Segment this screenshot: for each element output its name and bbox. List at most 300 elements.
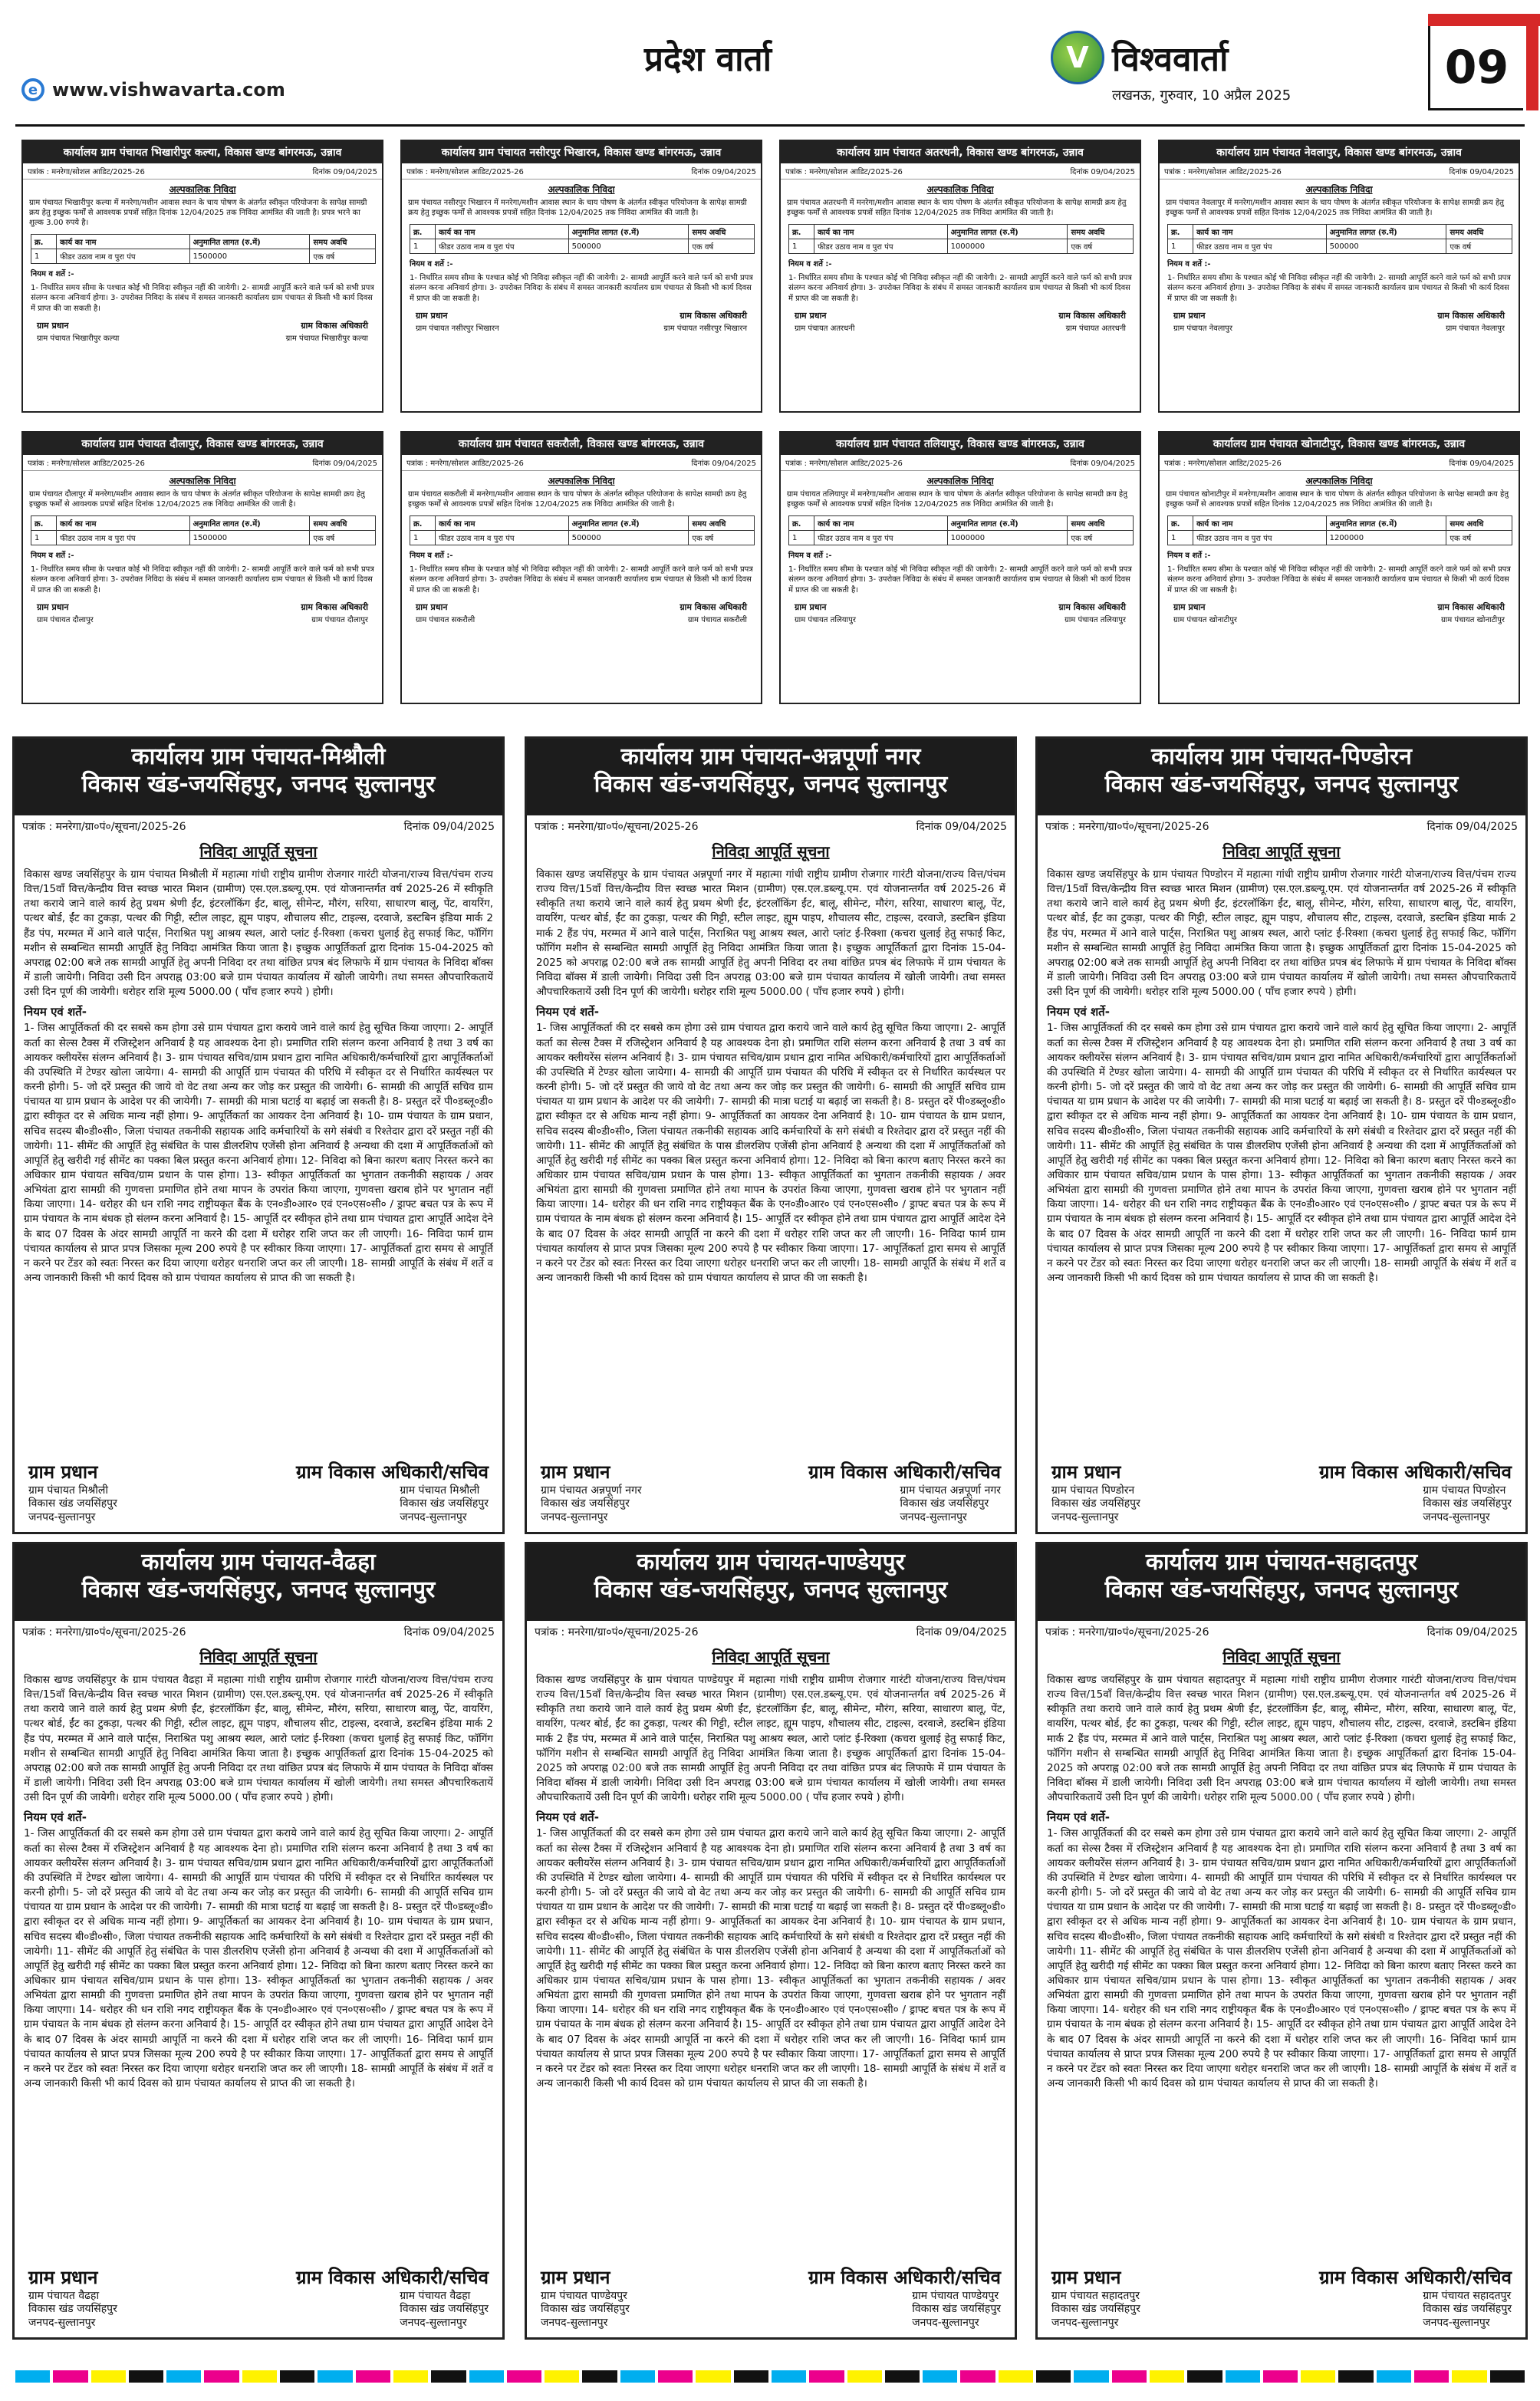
cell-period: एक वर्ष [310, 249, 376, 264]
registration-swatch [1490, 2370, 1525, 2383]
work-table [410, 515, 755, 545]
sign-vdo: ग्राम विकास अधिकारी/सचिव [808, 1461, 1001, 1483]
red-accent-bar-vertical [1526, 14, 1538, 110]
dateline: लखनऊ, गुरुवार, 10 अप्रैल 2025 [1112, 87, 1292, 104]
sign-vdo-sub: ग्राम पंचायत नसीरपुर भिखारन [663, 324, 747, 333]
pradhan-gp: ग्राम पंचायत सहादतपुर [1051, 2289, 1140, 2302]
sign-pradhan-sub: ग्राम पंचायत दौलापुर [37, 616, 94, 624]
ref-number: पत्रांक : मनरेगा/सोशल आडिट/2025-26 [406, 459, 524, 468]
cell-sno: 1 [789, 531, 814, 545]
sign-pradhan-sub: ग्राम पंचायत नेवलापुर [1173, 324, 1232, 333]
work-table [1167, 515, 1512, 545]
pradhan-details [1051, 1484, 1140, 1525]
pradhan-details [541, 1484, 642, 1525]
cell-period: एक वर्ष [1068, 239, 1134, 254]
vdo-gp: ग्राम पंचायत सहादतपुर [1423, 2289, 1512, 2302]
notice-heading: अल्पकालिक निविदा [926, 184, 994, 195]
notice-heading: निविदा आपूर्ति सूचना [712, 842, 830, 861]
short-tender-notice [400, 140, 762, 413]
terms-text: 1- जिस आपूर्तिकर्ता की दर सबसे कम होगा उसे ग्राम पंचायत द्वारा कराये जाने वाले कार्य हेतु सूचित किया जाएगा। 2- आपूर्ति कर्ता का सेल्स टैक्स में रजिस्ट्रेशन अनिवार्य है यह आवश्यक देना हो। प्रमाणित राशि संलग्न करना अनिवार्य है तथा 3 वर्ष का आयकर क्लीयरेंस संलग्न अनिवार्य है। 3- ग्राम पंचायत सचिव/ग्राम प्रधान द्वारा नामित अधिकारी/कर्मचारियों द्वारा आपूर्तिकर्ताओं की उपस्थिति में टेण्डर खोला जायेगा। 4- सामग्री की आपूर्ति ग्राम पंचायत की परिधि में स्वीकृत दर से निर्धारित कार्यस्थल पर करनी होगी। 5- जो दरें प्रस्तुत की जाये वो वेट तथा अन्य कर जोड़ कर प्रस्तुत की जायेगी। 6- सामग्री की आपूर्ति सचिव ग्राम पंचायत या ग्राम प्रधान के आदेश पर की जायेगी। 7- सामग्री की मात्रा घटाई या बढ़ाई जा सकती है। 8- प्रस्तुत दरें पी०डब्लू०डी० द्वारा स्वीकृत दर से अधिक मान्य नहीं होगा। 9- आपूर्तिकर्ता का आयकर देना अनिवार्य है। 10- ग्राम पंचायत के ग्राम प्रधान, सचिव सदस्य बी०डी०सी०, जिला पंचायत तकनीकी सहायक आदि कर्मचारियों के सगे संबंधी व रिश्तेदार द्वारा दरें प्रस्तुत नहीं की जायेगी। 11- सीमेंट की आपूर्ति हेतु संबंधित के पास डीलरशिप एजेंसी होना अनिवार्य है अन्यथा की दशा में आपूर्तिकर्ताओं को आपूर्ति हेतु खरीदी गई सीमेंट का पक्का बिल प्रस्तुत करना अनिवार्य होगा। 12- निविदा को बिना कारण बताए निरस्त करने का अधिकार ग्राम पंचायत सचिव/ग्राम प्रधान के पास होगा। 13- स्वीकृत आपूर्तिकर्ता का भुगतान तकनीकी सहायक / अवर अभियंता द्वारा सामग्री की गुणवत्ता प्रमाणित होने तथा मापन के उपरांत किया जाएगा, गुणवत्ता खराब होने पर भुगतान नहीं किया जाएगा। 14- धरोहर की धन राशि नगद राष्ट्रीयकृत बैंक के एन०डी०आर० एवं एन०एस०सी० / ड्राफ्ट बचत पत्र के रूप में ग्राम पंचायत के नाम बंधक हो संलग्न करना अनिवार्य है। 15- आपूर्ति दर स्वीकृत होने तथा ग्राम पंचायत द्वारा आपूर्ति आदेश देने के बाद 07 दिवस के अंदर सामग्री आपूर्ति ना करने की दशा में धरोहर राशि जप्त कर ली जाएगी। 16- निविदा फार्म ग्राम पंचायत कार्यालय से प्राप्त प्रपत्र जिसका मूल्य 200 रुपये है पर स्वीकार किया जाएगा। 17- आपूर्तिकर्ता द्वारा समय से आपूर्ति न करने पर टेंडर को स्वतः निरस्त कर दिया जाएगा धरोहर धनराशि जप्त कर ली जाएगी। 18- सामग्री आपूर्ति के संबंध में शर्ते व अन्य जानकारी किसी भी कार्य दिवस को ग्राम पंचायत कार्यालय से प्राप्त की जा सकती है। [1047, 1827, 1516, 2090]
signature-sub-row [1160, 613, 1519, 625]
notice-title [15, 1544, 502, 1621]
pradhan-district: जनपद-सुल्तानपुर [541, 2316, 608, 2329]
signature-row [541, 2264, 1001, 2290]
browser-e-icon: e [21, 78, 44, 101]
notice-ref-row [527, 815, 1015, 838]
table-row [410, 531, 755, 545]
notice-date: दिनांक 09/04/2025 [1426, 1626, 1518, 1639]
notice-body: विकास खण्ड जयसिंहपुर के ग्राम पंचायत अन्नपूर्णा नगर में महात्मा गांधी राष्ट्रीय ग्रामीण रोजगार गारंटी योजना/राज्य वित्त/पंचम राज्य वित्त/15वाँ वित्त/केन्द्रीय वित्त स्वच्छ भारत मिशन (ग्रामीण) एस.एल.डब्ल्यू.एम. एवं योजनान्तर्गत वर्ष 2025-26 में स्वीकृति तथा कराये जाने वाले कार्य हेतु प्रथम श्रेणी ईंट, इंटरलॉकिंग ईंट, बालू, सीमेन्ट, मौरंग, सरिया, साधारण बालू, पेंट, वायरिंग, पत्थर बोर्ड, ईंट का टुकड़ा, पत्थर की गिट्टी, स्टील लाइट, ह्यूम पाइप, शौचालय सीट, टाइल्स, दरवाजे, डस्टबिन इंडिया मार्क 2 हैंड पंप, मरम्मत में आने वाले पार्ट्स, निराश्रित पशु आश्रय स्थल, आरो प्लांट ई-रिक्शा (कचरा धुलाई हेतु सफाई किट, फॉगिंग मशीन से सम्बन्धित सामग्री आपूर्ति हेतु निविदा आमंत्रित किया जाता है। इच्छुक आपूर्तिकर्ता द्वारा दिनांक 15-04-2025 को अपराह्न 02:00 बजे तक सामग्री आपूर्ति हेतु अपनी निविदा दर तथा वांछित प्रपत्र बंद लिफाफे में ग्राम पंचायत के निविदा बॉक्स में डाली जायेगी। निविदा उसी दिन अपराह्न 03:00 बजे ग्राम पंचायत कार्यालय में खोली जायेगी। तथा समस्त औपचारिकतायें उसी दिन पूर्ण की जायेगी। धरोहर राशि मूल्य 5000.00 ( पाँच हजार रुपये ) होगी। [536, 868, 1005, 999]
signature-sub-row [23, 613, 382, 625]
sign-pradhan-sub: ग्राम पंचायत अतरधनी [795, 324, 855, 333]
tender-supply-notice [1035, 736, 1528, 1534]
col-amount: अनुमानित लागत (रु.में) [947, 516, 1068, 531]
notice-heading: निविदा आपूर्ति सूचना [199, 1648, 318, 1666]
sign-vdo: ग्राम विकास अधिकारी [680, 311, 747, 321]
short-tender-notice [1158, 140, 1520, 413]
signature-sub-row [23, 331, 382, 344]
sign-vdo: ग्राम विकास अधिकारी [1437, 311, 1505, 321]
table-header [789, 225, 1134, 239]
signature-row [402, 305, 761, 321]
sign-vdo: ग्राम विकास अधिकारी/सचिव [295, 1461, 489, 1483]
registration-swatch [582, 2370, 617, 2383]
vdo-gp: ग्राम पंचायत मिश्रौली [400, 1484, 480, 1497]
sign-pradhan-sub: ग्राम पंचायत खोनाटीपुर [1173, 616, 1237, 624]
table-header [410, 225, 755, 239]
registration-swatch [1377, 2370, 1411, 2383]
notice-title: कार्यालय ग्राम पंचायत नसीरपुर भिखारन, विकास खण्ड बांगरमऊ, उन्नाव [402, 141, 761, 163]
col-period: समय अवधि [1446, 516, 1512, 531]
pradhan-block: विकास खंड जयसिंहपुर [1051, 2303, 1140, 2315]
short-tender-notice [400, 431, 762, 704]
registration-swatch [53, 2370, 87, 2383]
notice-date: दिनांक 09/04/2025 [1449, 168, 1514, 176]
signature-details [541, 2290, 1001, 2330]
col-amount: अनुमानित लागत (रु.में) [947, 225, 1068, 239]
notice-title-line2: विकास खंड-जयसिंहपुर, जनपद सुल्तानपुर [594, 771, 948, 798]
signature-block [1038, 2264, 1525, 2330]
short-tender-notice [779, 140, 1141, 413]
vdo-district: जनपद-सुल्तानपुर [400, 2316, 467, 2329]
cell-period: एक वर्ष [310, 531, 376, 545]
vdo-details [912, 2290, 1001, 2330]
notice-title: कार्यालय ग्राम पंचायत भिखारीपुर कल्या, विकास खण्ड बांगरमऊ, उन्नाव [23, 141, 382, 163]
sign-pradhan: ग्राम प्रधान [416, 602, 448, 612]
registration-swatch [1226, 2370, 1260, 2383]
tender-supply-notice [525, 736, 1017, 1534]
col-amount: अनुमानित लागत (रु.में) [189, 516, 310, 531]
terms-text: 1- निर्धारित समय सीमा के पश्चात कोई भी निविदा स्वीकृत नहीं की जायेगी। 2- सामग्री आपूर्ति करने वाले फर्म को सभी प्रपत्र संलग्न करना अनिवार्य होगा। 3- उपरोक्त निविदा के संबंध में समस्त जानकारी कार्यालय ग्राम पंचायत से किसी भी कार्य दिवस में प्राप्त की जा सकती है। [410, 273, 753, 303]
signature-row [23, 597, 382, 613]
notice-title: कार्यालय ग्राम पंचायत नेवलापुर, विकास खण्ड बांगरमऊ, उन्नाव [1160, 141, 1519, 163]
notice-ref-row [1038, 815, 1525, 838]
notice-title: कार्यालय ग्राम पंचायत सकरौली, विकास खण्ड बांगरमऊ, उन्नाव [402, 433, 761, 455]
sign-pradhan: ग्राम प्रधान [28, 2266, 98, 2288]
sign-pradhan: ग्राम प्रधान [28, 1461, 98, 1483]
table-row [789, 239, 1134, 254]
col-period: समय अवधि [1068, 225, 1134, 239]
signature-row [402, 597, 761, 613]
header-divider [15, 124, 1525, 127]
notice-title: कार्यालय ग्राम पंचायत खोनाटीपुर, विकास खण्ड बांगरमऊ, उन्नाव [1160, 433, 1519, 455]
vdo-gp: ग्राम पंचायत पिण्डोरन [1423, 1484, 1506, 1497]
col-sno: क्र. [31, 516, 57, 531]
ref-number: पत्रांक : मनरेगा/सोशल आडिट/2025-26 [406, 168, 524, 176]
registration-swatch [507, 2370, 541, 2383]
signature-row [1051, 2264, 1512, 2290]
col-work: कार्य का नाम [436, 225, 569, 239]
col-period: समय अवधि [310, 516, 376, 531]
signature-details [541, 1484, 1001, 1525]
sign-pradhan: ग्राम प्रधान [541, 1461, 610, 1483]
registration-swatch [658, 2370, 693, 2383]
col-period: समय अवधि [689, 225, 755, 239]
notice-date: दिनांक 09/04/2025 [916, 1626, 1007, 1639]
notice-title-line1: कार्यालय ग्राम पंचायत-वैढहा [141, 1549, 376, 1576]
terms-heading: नियम व शर्ते :- [1167, 260, 1211, 268]
notice-heading: अल्पकालिक निविदा [548, 476, 615, 486]
signature-block [1038, 1459, 1525, 1525]
notice-title-line2: विकास खंड-जयसिंहपुर, जनपद सुल्तानपुर [1104, 771, 1459, 798]
registration-swatch [734, 2370, 768, 2383]
col-work: कार्य का नाम [1193, 225, 1327, 239]
sign-pradhan: ग्राम प्रधान [37, 602, 69, 612]
registration-swatch [1263, 2370, 1298, 2383]
vdo-details [400, 1484, 489, 1525]
notice-body: ग्राम पंचायत दौलापुर में मनरेगा/मशीन आवास स्थान के चाय पोषण के अंतर्गत स्वीकृत परियोजना के सापेक्ष सामग्री क्रय हेतु इच्छुक फर्मों से आवश्यक प्रपत्रों सहित दिनांक 12/04/2025 तक निविदा आमंत्रित की जाती है। [29, 490, 365, 509]
table-header [410, 516, 755, 531]
col-sno: क्र. [789, 225, 814, 239]
terms-text: 1- जिस आपूर्तिकर्ता की दर सबसे कम होगा उसे ग्राम पंचायत द्वारा कराये जाने वाले कार्य हेतु सूचित किया जाएगा। 2- आपूर्ति कर्ता का सेल्स टैक्स में रजिस्ट्रेशन अनिवार्य है यह आवश्यक देना हो। प्रमाणित राशि संलग्न करना अनिवार्य है तथा 3 वर्ष का आयकर क्लीयरेंस संलग्न अनिवार्य है। 3- ग्राम पंचायत सचिव/ग्राम प्रधान द्वारा नामित अधिकारी/कर्मचारियों द्वारा आपूर्तिकर्ताओं की उपस्थिति में टेण्डर खोला जायेगा। 4- सामग्री की आपूर्ति ग्राम पंचायत की परिधि में स्वीकृत दर से निर्धारित कार्यस्थल पर करनी होगी। 5- जो दरें प्रस्तुत की जाये वो वेट तथा अन्य कर जोड़ कर प्रस्तुत की जायेगी। 6- सामग्री की आपूर्ति सचिव ग्राम पंचायत या ग्राम प्रधान के आदेश पर की जायेगी। 7- सामग्री की मात्रा घटाई या बढ़ाई जा सकती है। 8- प्रस्तुत दरें पी०डब्लू०डी० द्वारा स्वीकृत दर से अधिक मान्य नहीं होगा। 9- आपूर्तिकर्ता का आयकर देना अनिवार्य है। 10- ग्राम पंचायत के ग्राम प्रधान, सचिव सदस्य बी०डी०सी०, जिला पंचायत तकनीकी सहायक आदि कर्मचारियों के सगे संबंधी व रिश्तेदार द्वारा दरें प्रस्तुत नहीं की जायेगी। 11- सीमेंट की आपूर्ति हेतु संबंधित के पास डीलरशिप एजेंसी होना अनिवार्य है अन्यथा की दशा में आपूर्तिकर्ताओं को आपूर्ति हेतु खरीदी गई सीमेंट का पक्का बिल प्रस्तुत करना अनिवार्य होगा। 12- निविदा को बिना कारण बताए निरस्त करने का अधिकार ग्राम पंचायत सचिव/ग्राम प्रधान के पास होगा। 13- स्वीकृत आपूर्तिकर्ता का भुगतान तकनीकी सहायक / अवर अभियंता द्वारा सामग्री की गुणवत्ता प्रमाणित होने तथा मापन के उपरांत किया जाएगा, गुणवत्ता खराब होने पर भुगतान नहीं किया जाएगा। 14- धरोहर की धन राशि नगद राष्ट्रीयकृत बैंक के एन०डी०आर० एवं एन०एस०सी० / ड्राफ्ट बचत पत्र के रूप में ग्राम पंचायत के नाम बंधक हो संलग्न करना अनिवार्य है। 15- आपूर्ति दर स्वीकृत होने तथा ग्राम पंचायत द्वारा आपूर्ति आदेश देने के बाद 07 दिवस के अंदर सामग्री आपूर्ति ना करने की दशा में धरोहर राशि जप्त कर ली जाएगी। 16- निविदा फार्म ग्राम पंचायत कार्यालय से प्राप्त प्रपत्र जिसका मूल्य 200 रुपये है पर स्वीकार किया जाएगा। 17- आपूर्तिकर्ता द्वारा समय से आपूर्ति न करने पर टेंडर को स्वतः निरस्त कर दिया जाएगा धरोहर धनराशि जप्त कर ली जाएगी। 18- सामग्री आपूर्ति के संबंध में शर्ते व अन्य जानकारी किसी भी कार्य दिवस को ग्राम पंचायत कार्यालय से प्राप्त की जा सकती है। [536, 1022, 1005, 1285]
registration-swatch [1452, 2370, 1486, 2383]
signature-row [1160, 597, 1519, 613]
tender-supply-notice [12, 736, 505, 1534]
notice-date: दिनांक 09/04/2025 [1070, 168, 1135, 176]
signature-row [1160, 305, 1519, 321]
notice-ref-row [781, 163, 1140, 179]
registration-swatch [204, 2370, 239, 2383]
logo-v-icon: V [1051, 31, 1104, 84]
registration-swatch [809, 2370, 844, 2383]
pradhan-details [28, 1484, 117, 1525]
notice-title [527, 1544, 1015, 1621]
notice-body: ग्राम पंचायत भिखारीपुर कल्या में मनरेगा/मशीन आवास स्थान के चाय पोषण के अंतर्गत स्वीकृत परियोजना के सापेक्ष सामग्री क्रय हेतु इच्छुक फर्मों से आवश्यक प्रपत्रों सहित दिनांक 12/04/2025 तक निविदा आमंत्रित की जाती है। प्रपत्र भरने का शुल्क 3.00 रुपये है। [29, 199, 367, 227]
notice-heading: अल्पकालिक निविदा [1305, 184, 1373, 195]
registration-swatch [885, 2370, 920, 2383]
short-tender-notice [1158, 431, 1520, 704]
short-tender-notice [21, 431, 383, 704]
signature-details [1051, 1484, 1512, 1525]
notice-title-line1: कार्यालय ग्राम पंचायत-पिण्डोरन [1151, 743, 1412, 770]
notice-heading: अल्पकालिक निविदा [169, 476, 236, 486]
tender-supply-notice [12, 1542, 505, 2340]
notice-body: विकास खण्ड जयसिंहपुर के ग्राम पंचायत वैढहा में महात्मा गांधी राष्ट्रीय ग्रामीण रोजगार गारंटी योजना/राज्य वित्त/पंचम राज्य वित्त/15वाँ वित्त/केन्द्रीय वित्त स्वच्छ भारत मिशन (ग्रामीण) एस.एल.डब्ल्यू.एम. एवं योजनान्तर्गत वर्ष 2025-26 में स्वीकृति तथा कराये जाने वाले कार्य हेतु प्रथम श्रेणी ईंट, इंटरलॉकिंग ईंट, बालू, सीमेन्ट, मौरंग, सरिया, साधारण बालू, पेंट, वायरिंग, पत्थर बोर्ड, ईंट का टुकड़ा, पत्थर की गिट्टी, स्टील लाइट, ह्यूम पाइप, शौचालय सीट, टाइल्स, दरवाजे, डस्टबिन इंडिया मार्क 2 हैंड पंप, मरम्मत में आने वाले पार्ट्स, निराश्रित पशु आश्रय स्थल, आरो प्लांट ई-रिक्शा (कचरा धुलाई हेतु सफाई किट, फॉगिंग मशीन से सम्बन्धित सामग्री आपूर्ति हेतु निविदा आमंत्रित किया जाता है। इच्छुक आपूर्तिकर्ता द्वारा दिनांक 15-04-2025 को अपराह्न 02:00 बजे तक सामग्री आपूर्ति हेतु अपनी निविदा दर तथा वांछित प्रपत्र बंद लिफाफे में ग्राम पंचायत के निविदा बॉक्स में डाली जायेगी। निविदा उसी दिन अपराह्न 03:00 बजे ग्राम पंचायत कार्यालय में खोली जायेगी। तथा समस्त औपचारिकतायें उसी दिन पूर्ण की जायेगी। धरोहर राशि मूल्य 5000.00 ( पाँच हजार रुपये ) होगी। [24, 1674, 493, 1804]
signature-row [541, 1459, 1001, 1484]
signature-sub-row [402, 321, 761, 334]
col-amount: अनुमानित लागत (रु.में) [1326, 225, 1446, 239]
registration-swatch [999, 2370, 1033, 2383]
table-header [1168, 225, 1512, 239]
col-amount: अनुमानित लागत (रु.में) [189, 235, 310, 249]
notice-heading: अल्पकालिक निविदा [1305, 476, 1373, 486]
table-header [31, 235, 376, 249]
table-row [789, 531, 1134, 545]
cell-sno: 1 [31, 249, 57, 264]
work-table [410, 224, 755, 254]
notice-date: दिनांक 09/04/2025 [403, 821, 495, 833]
notice-ref-row [23, 455, 382, 471]
sign-vdo: ग्राम विकास अधिकारी/सचिव [295, 2266, 489, 2288]
cell-amount: 500000 [568, 531, 689, 545]
ref-number: पत्रांक : मनरेगा/ग्रा०पं०/सूचना/2025-26 [1045, 821, 1209, 833]
ref-number: पत्रांक : मनरेगा/ग्रा०पं०/सूचना/2025-26 [22, 1626, 186, 1639]
cell-amount: 1000000 [947, 239, 1068, 254]
terms-heading: नियम एवं शर्ते- [24, 1810, 87, 1825]
notice-title-line2: विकास खंड-जयसिंहपुर, जनपद सुल्तानपुर [1104, 1576, 1459, 1603]
cell-work: फीडर उठाव नाम व पुरा पंप [814, 239, 948, 254]
red-accent-bar [1428, 14, 1540, 26]
cell-work: फीडर उठाव नाम व पुरा पंप [436, 531, 569, 545]
cell-work: फीडर उठाव नाम व पुरा पंप [1193, 531, 1327, 545]
col-amount: अनुमानित लागत (रु.में) [1326, 516, 1446, 531]
signature-details [28, 1484, 489, 1525]
terms-text: 1- निर्धारित समय सीमा के पश्चात कोई भी निविदा स्वीकृत नहीं की जायेगी। 2- सामग्री आपूर्ति करने वाले फर्म को सभी प्रपत्र संलग्न करना अनिवार्य होगा। 3- उपरोक्त निविदा के संबंध में समस्त जानकारी कार्यालय ग्राम पंचायत से किसी भी कार्य दिवस में प्राप्त की जा सकती है। [788, 273, 1132, 303]
terms-text: 1- निर्धारित समय सीमा के पश्चात कोई भी निविदा स्वीकृत नहीं की जायेगी। 2- सामग्री आपूर्ति करने वाले फर्म को सभी प्रपत्र संलग्न करना अनिवार्य होगा। 3- उपरोक्त निविदा के संबंध में समस्त जानकारी कार्यालय ग्राम पंचायत से किसी भी कार्य दिवस में प्राप्त की जा सकती है। [1167, 565, 1511, 594]
registration-swatch [696, 2370, 730, 2383]
signature-sub-row [781, 321, 1140, 334]
pradhan-district: जनपद-सुल्तानपुर [1051, 1510, 1119, 1523]
pradhan-district: जनपद-सुल्तानपुर [541, 1510, 608, 1523]
vdo-gp: ग्राम पंचायत पाण्डेयपुर [912, 2289, 999, 2302]
cell-work: फीडर उठाव नाम व पुरा पंप [57, 531, 190, 545]
pradhan-district: जनपद-सुल्तानपुर [28, 2316, 96, 2329]
registration-swatch [280, 2370, 314, 2383]
notice-heading: अल्पकालिक निविदा [548, 184, 615, 195]
notice-body: ग्राम पंचायत सकरौली में मनरेगा/मशीन आवास स्थान के चाय पोषण के अंतर्गत स्वीकृत परियोजना के सापेक्ष सामग्री क्रय हेतु इच्छुक फर्मों से आवश्यक प्रपत्रों सहित दिनांक 12/04/2025 तक निविदा आमंत्रित की जाती है। [408, 490, 747, 509]
sign-vdo: ग्राम विकास अधिकारी [301, 321, 368, 331]
registration-swatch [91, 2370, 126, 2383]
terms-heading: नियम व शर्ते :- [410, 552, 453, 560]
notice-date: दिनांक 09/04/2025 [312, 168, 377, 176]
cell-period: एक वर्ष [1446, 239, 1512, 254]
cell-amount: 1200000 [1326, 531, 1446, 545]
notice-date: दिनांक 09/04/2025 [1426, 821, 1518, 833]
pradhan-block: विकास खंड जयसिंहपुर [541, 2303, 630, 2315]
work-table [1167, 224, 1512, 254]
notice-body: विकास खण्ड जयसिंहपुर के ग्राम पंचायत सहादतपुर में महात्मा गांधी राष्ट्रीय ग्रामीण रोजगार गारंटी योजना/राज्य वित्त/पंचम राज्य वित्त/15वाँ वित्त/केन्द्रीय वित्त स्वच्छ भारत मिशन (ग्रामीण) एस.एल.डब्ल्यू.एम. एवं योजनान्तर्गत वर्ष 2025-26 में स्वीकृति तथा कराये जाने वाले कार्य हेतु प्रथम श्रेणी ईंट, इंटरलॉकिंग ईंट, बालू, सीमेन्ट, मौरंग, सरिया, साधारण बालू, पेंट, वायरिंग, पत्थर बोर्ड, ईंट का टुकड़ा, पत्थर की गिट्टी, स्टील लाइट, ह्यूम पाइप, शौचालय सीट, टाइल्स, दरवाजे, डस्टबिन इंडिया मार्क 2 हैंड पंप, मरम्मत में आने वाले पार्ट्स, निराश्रित पशु आश्रय स्थल, आरो प्लांट ई-रिक्शा (कचरा धुलाई हेतु सफाई किट, फॉगिंग मशीन से सम्बन्धित सामग्री आपूर्ति हेतु निविदा आमंत्रित किया जाता है। इच्छुक आपूर्तिकर्ता द्वारा दिनांक 15-04-2025 को अपराह्न 02:00 बजे तक सामग्री आपूर्ति हेतु अपनी निविदा दर तथा वांछित प्रपत्र बंद लिफाफे में ग्राम पंचायत के निविदा बॉक्स में डाली जायेगी। निविदा उसी दिन अपराह्न 03:00 बजे ग्राम पंचायत कार्यालय में खोली जायेगी। तथा समस्त औपचारिकतायें उसी दिन पूर्ण की जायेगी। धरोहर राशि मूल्य 5000.00 ( पाँच हजार रुपये ) होगी। [1047, 1674, 1516, 1804]
vdo-district: जनपद-सुल्तानपुर [1423, 1510, 1490, 1523]
notice-ref-row [23, 163, 382, 179]
registration-swatch [1150, 2370, 1184, 2383]
registration-swatch [166, 2370, 201, 2383]
pradhan-block: विकास खंड जयसिंहपुर [541, 1497, 630, 1510]
ref-number: पत्रांक : मनरेगा/सोशल आडिट/2025-26 [785, 459, 903, 468]
vdo-block: विकास खंड जयसिंहपुर [900, 1497, 989, 1510]
notice-body: ग्राम पंचायत खोनाटीपुर में मनरेगा/मशीन आवास स्थान के चाय पोषण के अंतर्गत स्वीकृत परियोजना के सापेक्ष सामग्री क्रय हेतु इच्छुक फर्मों से आवश्यक प्रपत्रों सहित दिनांक 12/04/2025 तक निविदा आमंत्रित की जाती है। [1166, 490, 1509, 509]
vdo-gp: ग्राम पंचायत अन्नपूर्णा नगर [900, 1484, 1001, 1497]
registration-swatch [1338, 2370, 1373, 2383]
vdo-details [400, 2290, 489, 2330]
table-row [1168, 239, 1512, 254]
table-row [1168, 531, 1512, 545]
cell-amount: 1500000 [189, 531, 310, 545]
vdo-block: विकास खंड जयसिंहपुर [1423, 2303, 1512, 2315]
notice-title [1038, 739, 1525, 815]
pradhan-gp: ग्राम पंचायत पिण्डोरन [1051, 1484, 1135, 1497]
terms-text: 1- निर्धारित समय सीमा के पश्चात कोई भी निविदा स्वीकृत नहीं की जायेगी। 2- सामग्री आपूर्ति करने वाले फर्म को सभी प्रपत्र संलग्न करना अनिवार्य होगा। 3- उपरोक्त निविदा के संबंध में समस्त जानकारी कार्यालय ग्राम पंचायत से किसी भी कार्य दिवस में प्राप्त की जा सकती है। [31, 283, 374, 313]
cell-sno: 1 [410, 239, 436, 254]
table-header [31, 516, 376, 531]
col-amount: अनुमानित लागत (रु.में) [568, 516, 689, 531]
signature-sub-row [402, 613, 761, 625]
signature-details [1051, 2290, 1512, 2330]
notice-heading: निविदा आपूर्ति सूचना [1222, 842, 1341, 861]
vdo-block: विकास खंड जयसिंहपुर [912, 2303, 1001, 2315]
signature-row [28, 1459, 489, 1484]
page-header [0, 0, 1540, 138]
col-period: समय अवधि [1446, 225, 1512, 239]
sign-pradhan: ग्राम प्रधान [37, 321, 69, 331]
registration-swatch [356, 2370, 390, 2383]
terms-heading: नियम एवं शर्ते- [1047, 1810, 1110, 1825]
registration-swatch [393, 2370, 428, 2383]
cell-amount: 1500000 [189, 249, 310, 264]
notice-title [1038, 1544, 1525, 1621]
registration-swatch [1414, 2370, 1449, 2383]
cell-work: फीडर उठाव नाम व पुरा पंप [814, 531, 948, 545]
cell-sno: 1 [1168, 239, 1193, 254]
notice-title-line2: विकास खंड-जयसिंहपुर, जनपद सुल्तानपुर [81, 771, 436, 798]
signature-block [15, 2264, 502, 2330]
col-period: समय अवधि [310, 235, 376, 249]
ref-number: पत्रांक : मनरेगा/सोशल आडिट/2025-26 [785, 168, 903, 176]
registration-swatch [1301, 2370, 1335, 2383]
col-period: समय अवधि [1068, 516, 1134, 531]
notice-body: ग्राम पंचायत नेवलापुर में मनरेगा/मशीन आवास स्थान के चाय पोषण के अंतर्गत स्वीकृत परियोजना के सापेक्ष सामग्री क्रय हेतु इच्छुक फर्मों से आवश्यक प्रपत्रों सहित दिनांक 12/04/2025 तक निविदा आमंत्रित की जाती है। [1166, 199, 1504, 217]
notice-date: दिनांक 09/04/2025 [1449, 459, 1514, 468]
tender-supply-notice [1035, 1542, 1528, 2340]
signature-details [28, 2290, 489, 2330]
notice-title-line2: विकास खंड-जयसिंहपुर, जनपद सुल्तानपुर [594, 1576, 948, 1603]
short-tender-notice [21, 140, 383, 413]
section-title: प्रदेश वार्ता [644, 40, 772, 79]
vdo-details [1423, 1484, 1512, 1525]
terms-text: 1- जिस आपूर्तिकर्ता की दर सबसे कम होगा उसे ग्राम पंचायत द्वारा कराये जाने वाले कार्य हेतु सूचित किया जाएगा। 2- आपूर्ति कर्ता का सेल्स टैक्स में रजिस्ट्रेशन अनिवार्य है यह आवश्यक देना हो। प्रमाणित राशि संलग्न करना अनिवार्य है तथा 3 वर्ष का आयकर क्लीयरेंस संलग्न अनिवार्य है। 3- ग्राम पंचायत सचिव/ग्राम प्रधान द्वारा नामित अधिकारी/कर्मचारियों द्वारा आपूर्तिकर्ताओं की उपस्थिति में टेण्डर खोला जायेगा। 4- सामग्री की आपूर्ति ग्राम पंचायत की परिधि में स्वीकृत दर से निर्धारित कार्यस्थल पर करनी होगी। 5- जो दरें प्रस्तुत की जाये वो वेट तथा अन्य कर जोड़ कर प्रस्तुत की जायेगी। 6- सामग्री की आपूर्ति सचिव ग्राम पंचायत या ग्राम प्रधान के आदेश पर की जायेगी। 7- सामग्री की मात्रा घटाई या बढ़ाई जा सकती है। 8- प्रस्तुत दरें पी०डब्लू०डी० द्वारा स्वीकृत दर से अधिक मान्य नहीं होगा। 9- आपूर्तिकर्ता का आयकर देना अनिवार्य है। 10- ग्राम पंचायत के ग्राम प्रधान, सचिव सदस्य बी०डी०सी०, जिला पंचायत तकनीकी सहायक आदि कर्मचारियों के सगे संबंधी व रिश्तेदार द्वारा दरें प्रस्तुत नहीं की जायेगी। 11- सीमेंट की आपूर्ति हेतु संबंधित के पास डीलरशिप एजेंसी होना अनिवार्य है अन्यथा की दशा में आपूर्तिकर्ताओं को आपूर्ति हेतु खरीदी गई सीमेंट का पक्का बिल प्रस्तुत करना अनिवार्य होगा। 12- निविदा को बिना कारण बताए निरस्त करने का अधिकार ग्राम पंचायत सचिव/ग्राम प्रधान के पास होगा। 13- स्वीकृत आपूर्तिकर्ता का भुगतान तकनीकी सहायक / अवर अभियंता द्वारा सामग्री की गुणवत्ता प्रमाणित होने तथा मापन के उपरांत किया जाएगा, गुणवत्ता खराब होने पर भुगतान नहीं किया जाएगा। 14- धरोहर की धन राशि नगद राष्ट्रीयकृत बैंक के एन०डी०आर० एवं एन०एस०सी० / ड्राफ्ट बचत पत्र के रूप में ग्राम पंचायत के नाम बंधक हो संलग्न करना अनिवार्य है। 15- आपूर्ति दर स्वीकृत होने तथा ग्राम पंचायत द्वारा आपूर्ति आदेश देने के बाद 07 दिवस के अंदर सामग्री आपूर्ति ना करने की दशा में धरोहर राशि जप्त कर ली जाएगी। 16- निविदा फार्म ग्राम पंचायत कार्यालय से प्राप्त प्रपत्र जिसका मूल्य 200 रुपये है पर स्वीकार किया जाएगा। 17- आपूर्तिकर्ता द्वारा समय से आपूर्ति न करने पर टेंडर को स्वतः निरस्त कर दिया जाएगा धरोहर धनराशि जप्त कर ली जाएगी। 18- सामग्री आपूर्ति के संबंध में शर्ते व अन्य जानकारी किसी भी कार्य दिवस को ग्राम पंचायत कार्यालय से प्राप्त की जा सकती है। [24, 1022, 493, 1285]
table-row [410, 239, 755, 254]
signature-row [23, 315, 382, 331]
registration-swatch [431, 2370, 466, 2383]
sign-vdo: ग्राम विकास अधिकारी [1437, 602, 1505, 612]
registration-swatch [545, 2370, 579, 2383]
color-registration-strip [15, 2370, 1525, 2387]
terms-text: 1- निर्धारित समय सीमा के पश्चात कोई भी निविदा स्वीकृत नहीं की जायेगी। 2- सामग्री आपूर्ति करने वाले फर्म को सभी प्रपत्र संलग्न करना अनिवार्य होगा। 3- उपरोक्त निविदा के संबंध में समस्त जानकारी कार्यालय ग्राम पंचायत से किसी भी कार्य दिवस में प्राप्त की जा सकती है। [1167, 273, 1511, 303]
signature-block [527, 1459, 1015, 1525]
website-link[interactable] [21, 78, 285, 101]
sign-vdo-sub: ग्राम पंचायत नेवलापुर [1446, 324, 1505, 333]
terms-text: 1- जिस आपूर्तिकर्ता की दर सबसे कम होगा उसे ग्राम पंचायत द्वारा कराये जाने वाले कार्य हेतु सूचित किया जाएगा। 2- आपूर्ति कर्ता का सेल्स टैक्स में रजिस्ट्रेशन अनिवार्य है यह आवश्यक देना हो। प्रमाणित राशि संलग्न करना अनिवार्य है तथा 3 वर्ष का आयकर क्लीयरेंस संलग्न अनिवार्य है। 3- ग्राम पंचायत सचिव/ग्राम प्रधान द्वारा नामित अधिकारी/कर्मचारियों द्वारा आपूर्तिकर्ताओं की उपस्थिति में टेण्डर खोला जायेगा। 4- सामग्री की आपूर्ति ग्राम पंचायत की परिधि में स्वीकृत दर से निर्धारित कार्यस्थल पर करनी होगी। 5- जो दरें प्रस्तुत की जाये वो वेट तथा अन्य कर जोड़ कर प्रस्तुत की जायेगी। 6- सामग्री की आपूर्ति सचिव ग्राम पंचायत या ग्राम प्रधान के आदेश पर की जायेगी। 7- सामग्री की मात्रा घटाई या बढ़ाई जा सकती है। 8- प्रस्तुत दरें पी०डब्लू०डी० द्वारा स्वीकृत दर से अधिक मान्य नहीं होगा। 9- आपूर्तिकर्ता का आयकर देना अनिवार्य है। 10- ग्राम पंचायत के ग्राम प्रधान, सचिव सदस्य बी०डी०सी०, जिला पंचायत तकनीकी सहायक आदि कर्मचारियों के सगे संबंधी व रिश्तेदार द्वारा दरें प्रस्तुत नहीं की जायेगी। 11- सीमेंट की आपूर्ति हेतु संबंधित के पास डीलरशिप एजेंसी होना अनिवार्य है अन्यथा की दशा में आपूर्तिकर्ताओं को आपूर्ति हेतु खरीदी गई सीमेंट का पक्का बिल प्रस्तुत करना अनिवार्य होगा। 12- निविदा को बिना कारण बताए निरस्त करने का अधिकार ग्राम पंचायत सचिव/ग्राम प्रधान के पास होगा। 13- स्वीकृत आपूर्तिकर्ता का भुगतान तकनीकी सहायक / अवर अभियंता द्वारा सामग्री की गुणवत्ता प्रमाणित होने तथा मापन के उपरांत किया जाएगा, गुणवत्ता खराब होने पर भुगतान नहीं किया जाएगा। 14- धरोहर की धन राशि नगद राष्ट्रीयकृत बैंक के एन०डी०आर० एवं एन०एस०सी० / ड्राफ्ट बचत पत्र के रूप में ग्राम पंचायत के नाम बंधक हो संलग्न करना अनिवार्य है। 15- आपूर्ति दर स्वीकृत होने तथा ग्राम पंचायत द्वारा आपूर्ति आदेश देने के बाद 07 दिवस के अंदर सामग्री आपूर्ति ना करने की दशा में धरोहर राशि जप्त कर ली जाएगी। 16- निविदा फार्म ग्राम पंचायत कार्यालय से प्राप्त प्रपत्र जिसका मूल्य 200 रुपये है पर स्वीकार किया जाएगा। 17- आपूर्तिकर्ता द्वारा समय से आपूर्ति न करने पर टेंडर को स्वतः निरस्त कर दिया जाएगा धरोहर धनराशि जप्त कर ली जाएगी। 18- सामग्री आपूर्ति के संबंध में शर्ते व अन्य जानकारी किसी भी कार्य दिवस को ग्राम पंचायत कार्यालय से प्राप्त की जा सकती है। [536, 1827, 1005, 2090]
ref-number: पत्रांक : मनरेगा/ग्रा०पं०/सूचना/2025-26 [535, 821, 699, 833]
notice-title [527, 739, 1015, 815]
registration-swatch [318, 2370, 352, 2383]
sign-pradhan: ग्राम प्रधान [541, 2266, 610, 2288]
cell-sno: 1 [1168, 531, 1193, 545]
col-work: कार्य का नाम [57, 235, 190, 249]
signature-row [781, 305, 1140, 321]
pradhan-block: विकास खंड जयसिंहपुर [28, 1497, 117, 1510]
notice-date: दिनांक 09/04/2025 [916, 821, 1007, 833]
terms-text: 1- निर्धारित समय सीमा के पश्चात कोई भी निविदा स्वीकृत नहीं की जायेगी। 2- सामग्री आपूर्ति करने वाले फर्म को सभी प्रपत्र संलग्न करना अनिवार्य होगा। 3- उपरोक्त निविदा के संबंध में समस्त जानकारी कार्यालय ग्राम पंचायत से किसी भी कार्य दिवस में प्राप्त की जा सकती है। [788, 565, 1132, 594]
notice-title-line1: कार्यालय ग्राम पंचायत-अन्नपूर्णा नगर [620, 743, 921, 770]
website-url: www.vishwavarta.com [52, 79, 285, 100]
sign-pradhan-sub: ग्राम पंचायत भिखारीपुर कल्या [37, 334, 120, 343]
registration-swatch [15, 2370, 50, 2383]
notice-ref-row [402, 455, 761, 471]
cell-sno: 1 [410, 531, 436, 545]
notice-heading: अल्पकालिक निविदा [926, 476, 994, 486]
col-sno: क्र. [1168, 225, 1193, 239]
work-table [31, 234, 376, 264]
terms-heading: नियम व शर्ते :- [410, 260, 453, 268]
pradhan-gp: ग्राम पंचायत वैढहा [28, 2289, 100, 2302]
terms-heading: नियम एवं शर्ते- [24, 1005, 87, 1019]
col-work: कार्य का नाम [57, 516, 190, 531]
notice-ref-row [15, 815, 502, 838]
col-sno: क्र. [789, 516, 814, 531]
signature-row [781, 597, 1140, 613]
sign-pradhan: ग्राम प्रधान [1051, 2266, 1121, 2288]
signature-sub-row [781, 613, 1140, 625]
registration-swatch [960, 2370, 995, 2383]
registration-swatch [1112, 2370, 1147, 2383]
sign-vdo-sub: ग्राम पंचायत दौलापुर [311, 616, 368, 624]
notice-body: ग्राम पंचायत अतरधनी में मनरेगा/मशीन आवास स्थान के चाय पोषण के अंतर्गत स्वीकृत परियोजना के सापेक्ष सामग्री क्रय हेतु इच्छुक फर्मों से आवश्यक प्रपत्रों सहित दिनांक 12/04/2025 तक निविदा आमंत्रित की जाती है। [787, 199, 1127, 217]
terms-heading: नियम व शर्ते :- [788, 552, 832, 560]
sign-pradhan: ग्राम प्रधान [1173, 602, 1206, 612]
terms-heading: नियम व शर्ते :- [788, 260, 832, 268]
cell-period: एक वर्ष [1446, 531, 1512, 545]
notice-title-line1: कार्यालय ग्राम पंचायत-मिश्रौली [131, 743, 386, 770]
vdo-gp: ग्राम पंचायत वैढहा [400, 2289, 471, 2302]
cell-work: फीडर उठाव नाम व पुरा पंप [1193, 239, 1327, 254]
notice-heading: निविदा आपूर्ति सूचना [712, 1648, 830, 1666]
notice-body: विकास खण्ड जयसिंहपुर के ग्राम पंचायत पिण्डोरन में महात्मा गांधी राष्ट्रीय ग्रामीण रोजगार गारंटी योजना/राज्य वित्त/पंचम राज्य वित्त/15वाँ वित्त/केन्द्रीय वित्त स्वच्छ भारत मिशन (ग्रामीण) एस.एल.डब्ल्यू.एम. एवं योजनान्तर्गत वर्ष 2025-26 में स्वीकृति तथा कराये जाने वाले कार्य हेतु प्रथम श्रेणी ईंट, इंटरलॉकिंग ईंट, बालू, सीमेन्ट, मौरंग, सरिया, साधारण बालू, पेंट, वायरिंग, पत्थर बोर्ड, ईंट का टुकड़ा, पत्थर की गिट्टी, स्टील लाइट, ह्यूम पाइप, शौचालय सीट, टाइल्स, दरवाजे, डस्टबिन इंडिया मार्क 2 हैंड पंप, मरम्मत में आने वाले पार्ट्स, निराश्रित पशु आश्रय स्थल, आरो प्लांट ई-रिक्शा (कचरा धुलाई हेतु सफाई किट, फॉगिंग मशीन से सम्बन्धित सामग्री आपूर्ति हेतु निविदा आमंत्रित किया जाता है। इच्छुक आपूर्तिकर्ता द्वारा दिनांक 15-04-2025 को अपराह्न 02:00 बजे तक सामग्री आपूर्ति हेतु अपनी निविदा दर तथा वांछित प्रपत्र बंद लिफाफे में ग्राम पंचायत के निविदा बॉक्स में डाली जायेगी। निविदा उसी दिन अपराह्न 03:00 बजे ग्राम पंचायत कार्यालय में खोली जायेगी। तथा समस्त औपचारिकतायें उसी दिन पूर्ण की जायेगी। धरोहर राशि मूल्य 5000.00 ( पाँच हजार रुपये ) होगी। [1047, 868, 1516, 999]
sign-vdo: ग्राम विकास अधिकारी [301, 602, 368, 612]
sign-vdo: ग्राम विकास अधिकारी/सचिव [808, 2266, 1001, 2288]
vdo-block: विकास खंड जयसिंहपुर [1423, 1497, 1512, 1510]
work-table [31, 515, 376, 545]
ref-number: पत्रांक : मनरेगा/सोशल आडिट/2025-26 [1164, 168, 1282, 176]
registration-swatch [1036, 2370, 1071, 2383]
pradhan-block: विकास खंड जयसिंहपुर [1051, 1497, 1140, 1510]
sign-vdo: ग्राम विकास अधिकारी/सचिव [1318, 1461, 1512, 1483]
sign-vdo-sub: ग्राम पंचायत अतरधनी [1065, 324, 1126, 333]
terms-heading: नियम व शर्ते :- [1167, 552, 1211, 560]
vdo-district: जनपद-सुल्तानपुर [1423, 2316, 1490, 2329]
table-header [1168, 516, 1512, 531]
sign-pradhan: ग्राम प्रधान [795, 602, 827, 612]
pradhan-block: विकास खंड जयसिंहपुर [28, 2303, 117, 2315]
brand-name: विश्ववार्ता [1112, 40, 1229, 79]
ref-number: पत्रांक : मनरेगा/सोशल आडिट/2025-26 [28, 168, 145, 176]
ref-number: पत्रांक : मनरेगा/ग्रा०पं०/सूचना/2025-26 [1045, 1626, 1209, 1639]
masthead-logo [1051, 31, 1228, 84]
notice-title-line1: कार्यालय ग्राम पंचायत-पाण्डेयपुर [637, 1549, 905, 1576]
terms-text: 1- जिस आपूर्तिकर्ता की दर सबसे कम होगा उसे ग्राम पंचायत द्वारा कराये जाने वाले कार्य हेतु सूचित किया जाएगा। 2- आपूर्ति कर्ता का सेल्स टैक्स में रजिस्ट्रेशन अनिवार्य है यह आवश्यक देना हो। प्रमाणित राशि संलग्न करना अनिवार्य है तथा 3 वर्ष का आयकर क्लीयरेंस संलग्न अनिवार्य है। 3- ग्राम पंचायत सचिव/ग्राम प्रधान द्वारा नामित अधिकारी/कर्मचारियों द्वारा आपूर्तिकर्ताओं की उपस्थिति में टेण्डर खोला जायेगा। 4- सामग्री की आपूर्ति ग्राम पंचायत की परिधि में स्वीकृत दर से निर्धारित कार्यस्थल पर करनी होगी। 5- जो दरें प्रस्तुत की जाये वो वेट तथा अन्य कर जोड़ कर प्रस्तुत की जायेगी। 6- सामग्री की आपूर्ति सचिव ग्राम पंचायत या ग्राम प्रधान के आदेश पर की जायेगी। 7- सामग्री की मात्रा घटाई या बढ़ाई जा सकती है। 8- प्रस्तुत दरें पी०डब्लू०डी० द्वारा स्वीकृत दर से अधिक मान्य नहीं होगा। 9- आपूर्तिकर्ता का आयकर देना अनिवार्य है। 10- ग्राम पंचायत के ग्राम प्रधान, सचिव सदस्य बी०डी०सी०, जिला पंचायत तकनीकी सहायक आदि कर्मचारियों के सगे संबंधी व रिश्तेदार द्वारा दरें प्रस्तुत नहीं की जायेगी। 11- सीमेंट की आपूर्ति हेतु संबंधित के पास डीलरशिप एजेंसी होना अनिवार्य है अन्यथा की दशा में आपूर्तिकर्ताओं को आपूर्ति हेतु खरीदी गई सीमेंट का पक्का बिल प्रस्तुत करना अनिवार्य होगा। 12- निविदा को बिना कारण बताए निरस्त करने का अधिकार ग्राम पंचायत सचिव/ग्राम प्रधान के पास होगा। 13- स्वीकृत आपूर्तिकर्ता का भुगतान तकनीकी सहायक / अवर अभियंता द्वारा सामग्री की गुणवत्ता प्रमाणित होने तथा मापन के उपरांत किया जाएगा, गुणवत्ता खराब होने पर भुगतान नहीं किया जाएगा। 14- धरोहर की धन राशि नगद राष्ट्रीयकृत बैंक के एन०डी०आर० एवं एन०एस०सी० / ड्राफ्ट बचत पत्र के रूप में ग्राम पंचायत के नाम बंधक हो संलग्न करना अनिवार्य है। 15- आपूर्ति दर स्वीकृत होने तथा ग्राम पंचायत द्वारा आपूर्ति आदेश देने के बाद 07 दिवस के अंदर सामग्री आपूर्ति ना करने की दशा में धरोहर राशि जप्त कर ली जाएगी। 16- निविदा फार्म ग्राम पंचायत कार्यालय से प्राप्त प्रपत्र जिसका मूल्य 200 रुपये है पर स्वीकार किया जाएगा। 17- आपूर्तिकर्ता द्वारा समय से आपूर्ति न करने पर टेंडर को स्वतः निरस्त कर दिया जाएगा धरोहर धनराशि जप्त कर ली जाएगी। 18- सामग्री आपूर्ति के संबंध में शर्ते व अन्य जानकारी किसी भी कार्य दिवस को ग्राम पंचायत कार्यालय से प्राप्त की जा सकती है। [1047, 1022, 1516, 1285]
notice-ref-row [1160, 163, 1519, 179]
vdo-district: जनपद-सुल्तानपुर [912, 2316, 979, 2329]
signature-sub-row [1160, 321, 1519, 334]
